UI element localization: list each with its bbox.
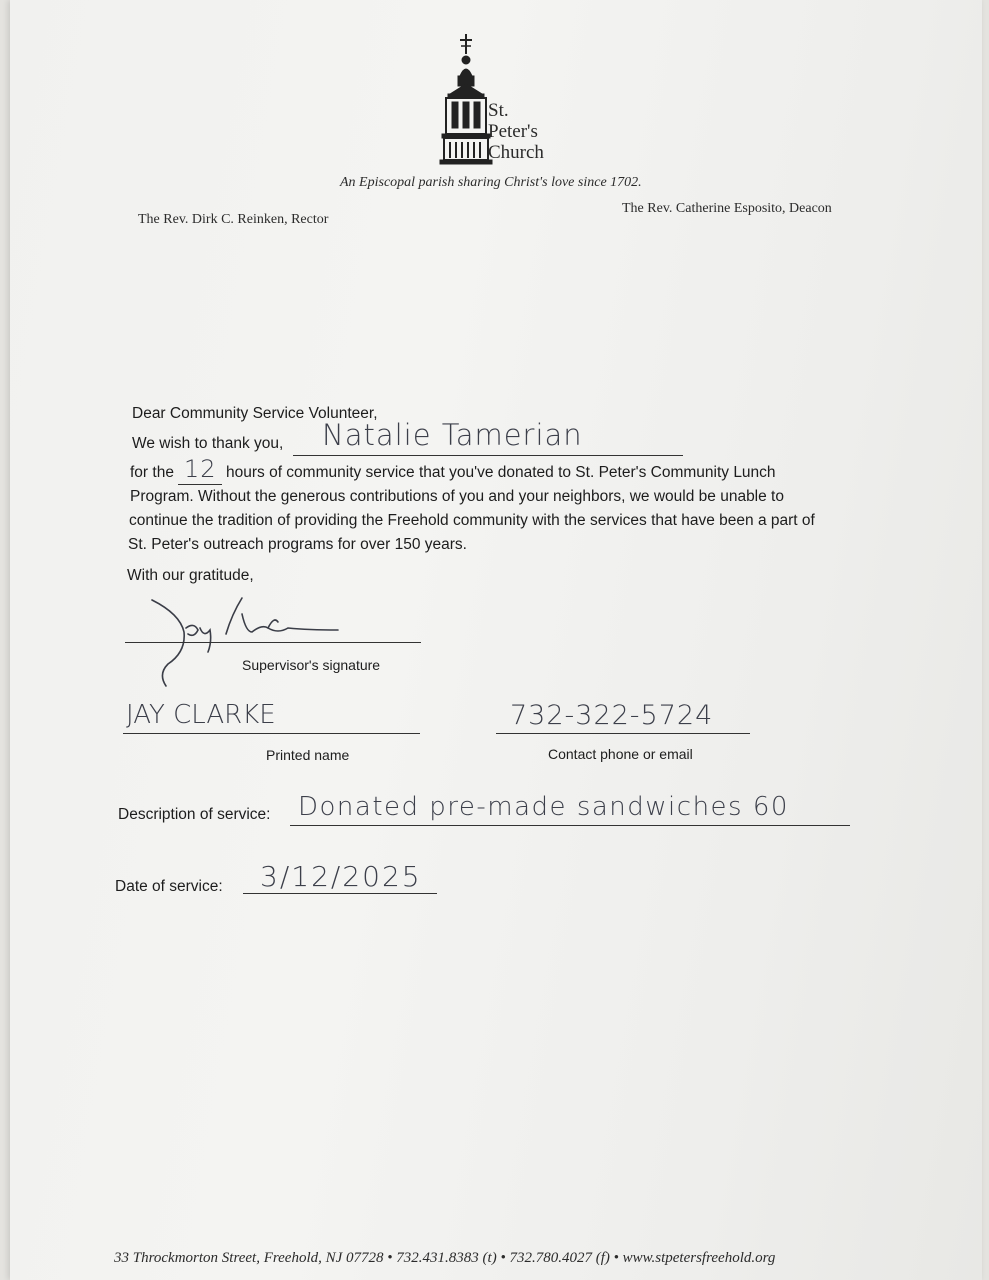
date-line <box>243 893 437 894</box>
rector-name: The Rev. Dirk C. Reinken, Rector <box>138 212 329 227</box>
hours-suffix: hours of community service that you've donated to St. Peter's Community Lunch <box>226 464 776 481</box>
hours-prefix: for the <box>130 464 174 481</box>
church-name <box>488 100 544 163</box>
salutation: Dear Community Service Volunteer, <box>132 405 378 422</box>
footer-address: 33 Throckmorton Street, Freehold, NJ 07728 • 732.431.8383 (t) • 732.780.4027 (f) • www.stpetersfreehold.org <box>114 1250 776 1266</box>
thank-prefix: We wish to thank you, <box>132 435 284 452</box>
church-name-line1: St. <box>488 100 509 121</box>
printed-name-label: Printed name <box>266 747 350 763</box>
description-label: Description of service: <box>118 806 271 823</box>
volunteer-name-handwritten: Natalie Tamerian <box>322 418 583 452</box>
letter-page <box>10 0 982 1280</box>
letter-line-4: continue the tradition of providing the Freehold community with the services that have been a part of <box>129 512 815 529</box>
description-handwritten: Donated pre-made sandwiches 60 <box>298 792 789 822</box>
signature-label: Supervisor's signature <box>242 657 381 673</box>
tagline: An Episcopal parish sharing Christ's love since 1702. <box>340 175 642 190</box>
signature-line <box>125 642 421 643</box>
name-line <box>293 455 683 456</box>
description-line <box>290 825 850 826</box>
letter-line-5: St. Peter's outreach programs for over 150 years. <box>128 536 467 553</box>
supervisor-signature-image <box>128 592 368 696</box>
letter-line-3: Program. Without the generous contributions of you and your neighbors, we would be unable to <box>130 488 784 505</box>
contact-label: Contact phone or email <box>548 746 693 762</box>
hours-handwritten: 12 <box>184 455 217 483</box>
church-name-line2: Peter's <box>488 121 538 142</box>
contact-handwritten: 732-322-5724 <box>510 700 714 731</box>
deacon-name: The Rev. Catherine Esposito, Deacon <box>622 201 832 216</box>
contact-line <box>496 733 750 734</box>
printed-name-handwritten: JAY CLARKE <box>126 700 276 730</box>
printed-name-line <box>123 733 420 734</box>
church-name-line3: Church <box>488 142 544 163</box>
date-handwritten: 3/12/2025 <box>260 860 422 893</box>
closing: With our gratitude, <box>127 567 254 584</box>
date-label: Date of service: <box>115 878 223 895</box>
